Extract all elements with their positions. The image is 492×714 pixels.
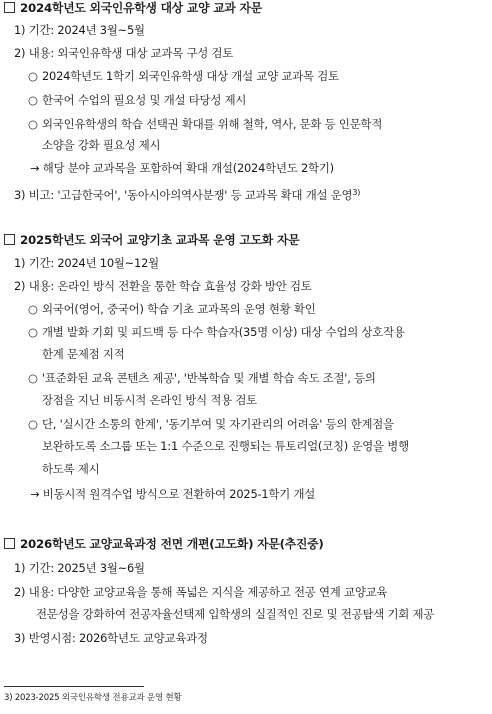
list-item: [28, 370, 376, 387]
content-item: 2) 내용: 온라인 방식 전환을 통한 학습 효율성 강화 방안 검토: [14, 279, 312, 293]
checkbox-icon: [4, 538, 15, 549]
period-item: 1) 기간: 2024년 3월~5월: [14, 23, 145, 37]
content-item-continuation: 전문성을 강화하여 전공자율선택제 입학생의 실질적인 진로 및 전공탐색 기회 제공: [36, 607, 435, 621]
list-item: [28, 92, 246, 109]
list-item: [28, 301, 316, 318]
list-item-continuation: 장점을 지닌 비동시적 온라인 방식 적용 검토: [42, 393, 257, 407]
circle-bullet-icon: ○: [28, 417, 38, 431]
section-title-2026-advisory: [4, 536, 324, 553]
list-item-continuation: 하도록 제시: [42, 462, 100, 476]
section-title-text: 2024학년도 외국인유학생 대상 교양 교과 자문: [20, 1, 262, 15]
reflection-item: 3) 반영시점: 2026학년도 교양교육과정: [14, 631, 208, 645]
list-item-text: 외국어(영어, 중국어) 학습 기초 교과목의 운영 현황 확인: [42, 302, 316, 316]
period-item: 1) 기간: 2025년 3월~6월: [14, 561, 145, 575]
list-item-text: 2024학년도 1학기 외국인유학생 대상 개설 교양 교과목 검토: [42, 69, 339, 83]
list-item-text: 외국인유학생의 학습 선택권 확대를 위해 철학, 역사, 문화 등 인문학적: [42, 117, 383, 131]
section-title-text: 2026학년도 교양교육과정 전면 개편(고도화) 자문(추진중): [20, 537, 324, 551]
circle-bullet-icon: ○: [28, 93, 38, 107]
list-item-text: '표준화된 교육 콘텐츠 제공', '반복학습 및 개별 학습 속도 조절', 등의: [42, 371, 376, 385]
circle-bullet-icon: ○: [28, 302, 38, 316]
list-item: [28, 68, 339, 85]
remarks-text: 3) 비고: '고급한국어', '동아시아의역사분쟁' 등 교과목 확대 개설 운영: [14, 188, 353, 202]
list-item-text: 단, '실시간 소통의 한계', '동기부여 및 자기관리의 어려움' 등의 한계점을: [42, 417, 394, 431]
period-item: 1) 기간: 2024년 10월~12월: [14, 256, 159, 270]
list-item-continuation: 한계 문제점 지적: [42, 347, 125, 361]
content-item: 2) 내용: 다양한 교양교육을 통해 폭넓은 지식을 제공하고 전공 연계 교양교육: [14, 585, 388, 599]
list-item: [28, 116, 382, 133]
result-arrow-line: → 해당 분야 교과목을 포함하여 확대 개설(2024학년도 2학기): [30, 161, 334, 175]
circle-bullet-icon: ○: [28, 69, 38, 83]
content-item: 2) 내용: 외국인유학생 대상 교과목 구성 검토: [14, 46, 234, 60]
section-title-2025-advisory: [4, 232, 299, 249]
list-item: [28, 324, 405, 341]
circle-bullet-icon: ○: [28, 371, 38, 385]
checkbox-icon: [4, 234, 15, 245]
list-item-text: 한국어 수업의 필요성 및 개설 타당성 제시: [42, 93, 247, 107]
checkbox-icon: [4, 2, 15, 13]
list-item: [28, 416, 394, 433]
section-title-2024-advisory: [4, 0, 262, 17]
footnote: 3) 2023-2025 외국인유학생 전용교과 운영 현황: [4, 693, 182, 703]
list-item-continuation: 보완하도록 소그룹 또는 1:1 수준으로 진행되는 튜토리얼(코칭) 운영을 병행: [42, 439, 409, 453]
section-title-text: 2025학년도 외국어 교양기초 교과목 운영 고도화 자문: [20, 233, 300, 247]
footnote-divider: [4, 686, 144, 687]
result-arrow-line: → 비동시적 원격수업 방식으로 전환하여 2025-1학기 개설: [30, 487, 316, 501]
footnote-ref[interactable]: 3): [352, 188, 361, 197]
circle-bullet-icon: ○: [28, 325, 38, 339]
list-item-text: 개별 발화 기회 및 피드백 등 다수 학습자(35명 이상) 대상 수업의 상호작용: [42, 325, 405, 339]
remarks-item: [14, 184, 360, 204]
circle-bullet-icon: ○: [28, 117, 38, 131]
list-item-continuation: 소양을 강화 필요성 제시: [42, 138, 161, 152]
